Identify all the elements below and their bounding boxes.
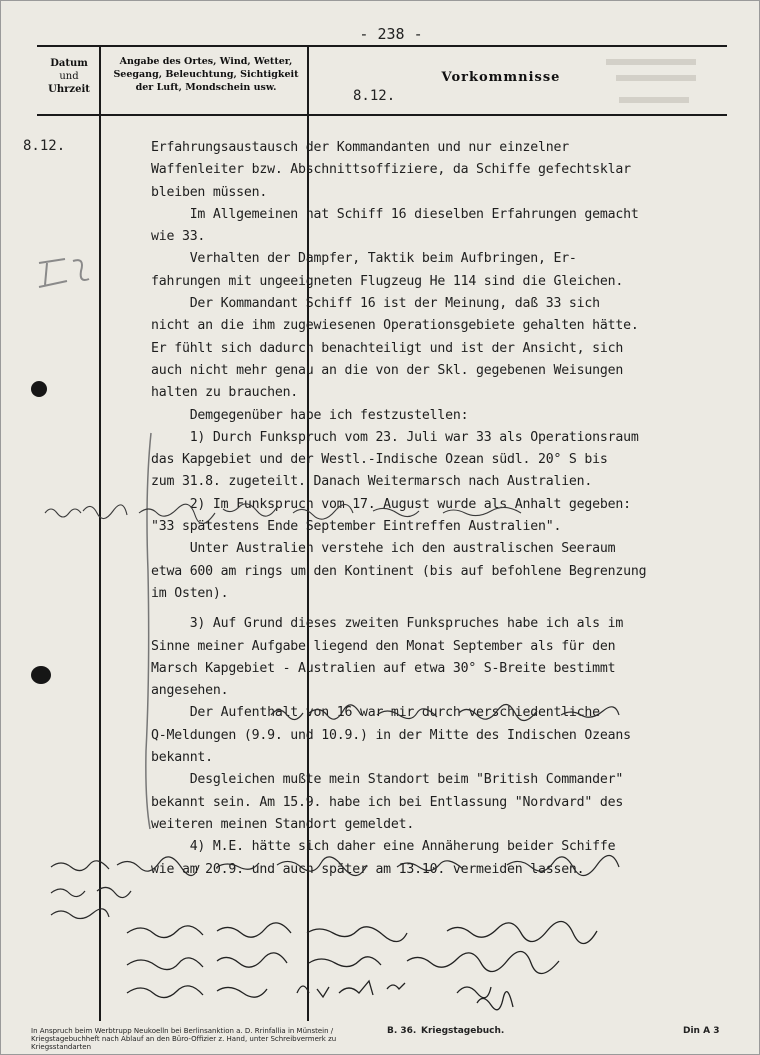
- punch-hole: [31, 381, 47, 397]
- bleed-through-mark: [619, 97, 689, 103]
- text-line: das Kapgebiet und der Westl.-Indische Ozean südl. 20° S bis: [151, 452, 608, 468]
- text-line: weiteren meinen Standort gemeldet.: [151, 816, 415, 832]
- text-line: Sinne meiner Aufgabe liegend den Monat September als für den: [151, 638, 616, 654]
- text-line: halten zu brauchen.: [151, 385, 299, 401]
- handwritten-bottom-notes: [47, 853, 747, 1023]
- header-date: 8.12.: [353, 88, 396, 104]
- footer-imprint: In Anspruch beim Werbtrupp Neukoelln bei Berlinsanktion a. D. Rrinfallia in Münstein / Kriegstagebuchheft nach Ablauf an den Büro-Offizier z. Hand, unter Schreibvermerk zu Kriegsstandarten: [31, 1027, 337, 1051]
- footer-form-code: B. 36.: [387, 1026, 417, 1036]
- header-datum: [39, 57, 99, 96]
- header-angabe-line: Angabe des Ortes, Wind, Wetter,: [119, 56, 293, 67]
- text-line: Im Allgemeinen hat Schiff 16 dieselben Erfahrungen gemacht: [151, 206, 639, 222]
- handwritten-marginal-note: [43, 499, 563, 525]
- page-number: - 238 -: [359, 25, 423, 43]
- text-line: Waffenleiter bzw. Abschnittsoffiziere, da Schiffe gefechtsklar: [151, 162, 631, 178]
- entry-date: 8.12.: [23, 138, 66, 154]
- text-line: Er fühlt sich dadurch benachteiligt und ist der Ansicht, sich: [151, 340, 624, 356]
- text-line: wie am 20.9. und auch später am 13.10. vermeiden lassen.: [151, 861, 585, 877]
- margin-bracket: [141, 431, 155, 831]
- text-line: Verhalten der Dampfer, Taktik beim Aufbringen, Er-: [151, 251, 577, 267]
- text-line: etwa 600 am rings um den Kontinent (bis auf befohlene Begrenzung: [151, 563, 647, 579]
- footer-form-title: Kriegstagebuch.: [421, 1026, 505, 1036]
- header-top-rule: [37, 45, 727, 47]
- text-line: bekannt sein. Am 15.9. habe ich bei Entlassung "Nordvard" des: [151, 794, 624, 810]
- bleed-through-mark: [616, 75, 696, 81]
- text-line: angesehen.: [151, 683, 229, 699]
- header-angabe-line: Seegang, Beleuchtung, Sichtigkeit: [113, 69, 299, 80]
- text-line: "33 spätestens Ende September Eintreffen Australien".: [151, 519, 562, 535]
- text-line: 3) Auf Grund dieses zweiten Funkspruches habe ich als im: [151, 616, 624, 632]
- text-line: 4) M.E. hätte sich daher eine Annäherung beider Schiffe: [151, 839, 616, 855]
- text-line: nicht an die ihm zugewiesenen Operationsgebiete gehalten hätte.: [151, 318, 639, 334]
- text-line: fahrungen mit ungeeigneten Flugzeug He 114 sind die Gleichen.: [151, 273, 624, 289]
- bleed-through-mark: [606, 59, 696, 65]
- text-line: zum 31.8. zugeteilt. Danach Weitermarsch nach Australien.: [151, 474, 593, 490]
- text-line: im Osten).: [151, 585, 229, 601]
- text-line: Unter Australien verstehe ich den australischen Seeraum: [151, 541, 616, 557]
- punch-hole: [31, 666, 51, 684]
- text-line: bleiben müssen.: [151, 184, 268, 200]
- header-angabe-line: der Luft, Mondschein usw.: [135, 82, 277, 93]
- text-line: 1) Durch Funkspruch vom 23. Juli war 33 als Operationsraum: [151, 429, 639, 445]
- text-line: Erfahrungsaustausch der Kommandanten und nur einzelner: [151, 140, 569, 155]
- text-line: 2) Im Funkspruch vom 17. August wurde als Anhalt gegeben:: [151, 496, 631, 512]
- header-datum-line: und: [59, 71, 79, 82]
- text-line: Marsch Kapgebiet - Australien auf etwa 30° S-Breite bestimmt: [151, 660, 616, 676]
- header-angabe: [103, 55, 309, 94]
- header-datum-line: Datum: [50, 58, 88, 69]
- handwritten-correction-note: [269, 701, 629, 725]
- text-line: Demgegenüber habe ich festzustellen:: [151, 407, 469, 423]
- text-line: Desgleichen mußte mein Standort beim "British Commander": [151, 772, 624, 788]
- handwritten-mark-i: [35, 253, 95, 293]
- text-line: bekannt.: [151, 750, 213, 766]
- header-vorkommnisse: Vorkommnisse: [441, 70, 561, 85]
- text-line: auch nicht mehr genau an die von der Skl. gegebenen Weisungen: [151, 362, 624, 378]
- header-bottom-rule: [37, 114, 727, 116]
- footer-paper-size: Din A 3: [683, 1026, 720, 1036]
- text-line: Der Aufenthalt von 16 war mir durch verschiedentliche: [151, 705, 600, 721]
- text-line: Der Kommandant Schiff 16 ist der Meinung, daß 33 sich: [151, 296, 600, 312]
- text-line: wie 33.: [151, 229, 206, 245]
- text-line: Q-Meldungen (9.9. und 10.9.) in der Mitte des Indischen Ozeans: [151, 727, 631, 743]
- header-datum-line: Uhrzeit: [48, 84, 90, 95]
